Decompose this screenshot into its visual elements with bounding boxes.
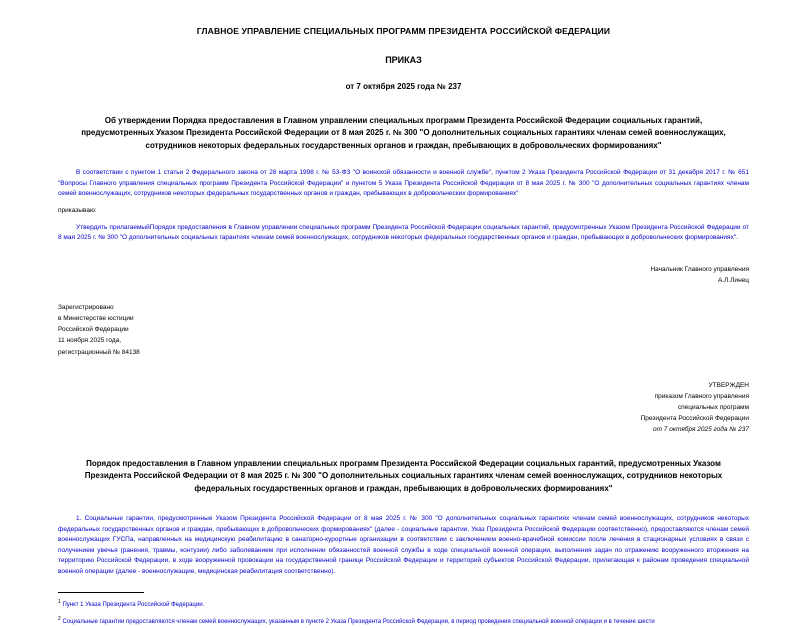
preamble-text[interactable]: В соответствии с пунктом 1 статьи 2 Федерального закона от 28 марта 1998 г. № 53-ФЗ "О воинской обязанности и военной службе", пунктом 2 Указа Президента Российской Федерации от 31 декабря 2017 г. № 651 "Вопросы Главного управления специальных программ Президента Российской Федерации" и пунктом 5 Указа Президента Российской Федерации от 8 мая 2025 г. № 300 "О дополнительных социальных гарантиях членам семей военнослужащих, сотрудников некоторых федеральных государственных органов и граждан, пребывающих в добровольческих формированиях" bbox=[58, 169, 749, 198]
orders-word: приказываю: bbox=[58, 206, 97, 214]
approval-line: УТВЕРЖДЕН bbox=[708, 381, 749, 389]
document-date: от 7 октября 2025 года № 237 bbox=[345, 82, 462, 92]
registration-line: Зарегистрировано bbox=[58, 303, 114, 311]
signature-title: Начальник Главного управления bbox=[650, 265, 749, 273]
document-subject-text: Об утверждении Порядка предоставления в Главном управлении специальных программ Президента Российской Федерации социальных гарантий, предусмотренных Указом Президента Российской Федерации от 8 мая 2025 г. № 300 "О дополнительных социальных гарантиях членам семей военнослужащих, сотрудников некоторых федеральных государственных органов и граждан, пребывающих в добровольческих формированиях" bbox=[81, 116, 726, 150]
approval-line: приказом Главного управления bbox=[654, 392, 749, 400]
clause-1-text[interactable]: Утвердить прилагаемыйПорядок предоставления в Главном управлении специальных программ Президента Российской Федерации социальных гарантий, предусмотренных Указом Президента Российской Федерации от 8 мая 2025 г. № 300 "О дополнительных социальных гарантиях членам семей военнослужащих, сотрудников некоторых федеральных государственных органов и граждан, пребывающих в добровольческих формированиях". bbox=[58, 223, 749, 242]
document-type: ПРИКАЗ bbox=[385, 55, 422, 66]
order-title bbox=[58, 458, 749, 496]
body-paragraph-1-text[interactable]: 1. Социальные гарантии, предусмотренные Указом Президента Российской Федерации от 8 мая 2025 г. № 300 "О дополнительных социальных гарантиях членам семей военнослужащих, сотрудников некоторых федеральных государственных органов и граждан, пребывающих в добровольческих формированиях" (далее - социальные гарантии, Указ Президента Российской Федерации соответственно), предоставляются членам семей военнослужащих ГУСПа, направленных на медицинскую реабилитацию в санаторно-курортные организации в соответствии с заключением военно-врачебной комиссии после лечения в стационарных условиях в связи с получением увечья (ранения, травмы, контузии) либо заболеванием при исполнении обязанностей военной службы в ходе специальной военной операции, выполнения задач по отражению вооруженного вторжения на территорию Российской Федерации, в ходе вооруженной провокации на государственной границе Российской Федерации и территорий субъектов Российской Федерации, прилегающая к районам проведения специальной военной операции (далее - военнослужащие, медицинская реабилитация соответственно). bbox=[58, 515, 749, 575]
approval-line: Президента Российской Федерации bbox=[640, 415, 749, 423]
footnote-1 bbox=[58, 598, 749, 611]
footnote-2 bbox=[58, 615, 749, 628]
organization-title: ГЛАВНОЕ УПРАВЛЕНИЕ СПЕЦИАЛЬНЫХ ПРОГРАММ ПРЕЗИДЕНТА РОССИЙСКОЙ ФЕДЕРАЦИИ bbox=[196, 26, 611, 36]
registration-line: Российской Федерации bbox=[58, 326, 129, 334]
registration-line: регистрационный № 84138 bbox=[58, 348, 140, 356]
footnote-divider bbox=[58, 592, 144, 593]
footnote-2-text[interactable]: Социальные гарантии предоставляются членам семей военнослужащих, указанным в пункте 2 Указа Президента Российской Федерации, в период проведения специальной военной операции и в течение шести bbox=[62, 619, 655, 626]
preamble-paragraph bbox=[58, 168, 749, 200]
footnote-1-marker: 1 bbox=[58, 598, 61, 605]
footnote-1-text[interactable]: Пункт 1 Указа Президента Российской Федерации. bbox=[62, 601, 205, 608]
clause-1 bbox=[58, 223, 749, 244]
registration-block bbox=[58, 302, 749, 358]
approval-line: от 7 октября 2025 года № 237 bbox=[652, 426, 749, 434]
approval-block bbox=[58, 380, 749, 436]
registration-line: в Министерстве юстиции bbox=[58, 315, 134, 323]
registration-line: 11 ноября 2025 года, bbox=[58, 337, 122, 345]
footnote-2-marker: 2 bbox=[58, 616, 61, 623]
approval-line: специальных программ bbox=[677, 404, 749, 412]
document-subject bbox=[58, 115, 749, 152]
signature-block bbox=[58, 264, 749, 286]
body-paragraph-1 bbox=[58, 514, 749, 578]
order-title-text: Порядок предоставления в Главном управлении специальных программ Президента Российской Федерации социальных гарантий, предусмотренных Указом Президента Российской Федерации от 8 мая 2025 г. № 300 "О дополнительных социальных гарантиях членам семей военнослужащих, сотрудников некоторых федеральных государственных органов и граждан, пребывающих в добровольческих формированиях" bbox=[84, 458, 723, 494]
signature-name: А.Л.Линец bbox=[717, 276, 749, 284]
